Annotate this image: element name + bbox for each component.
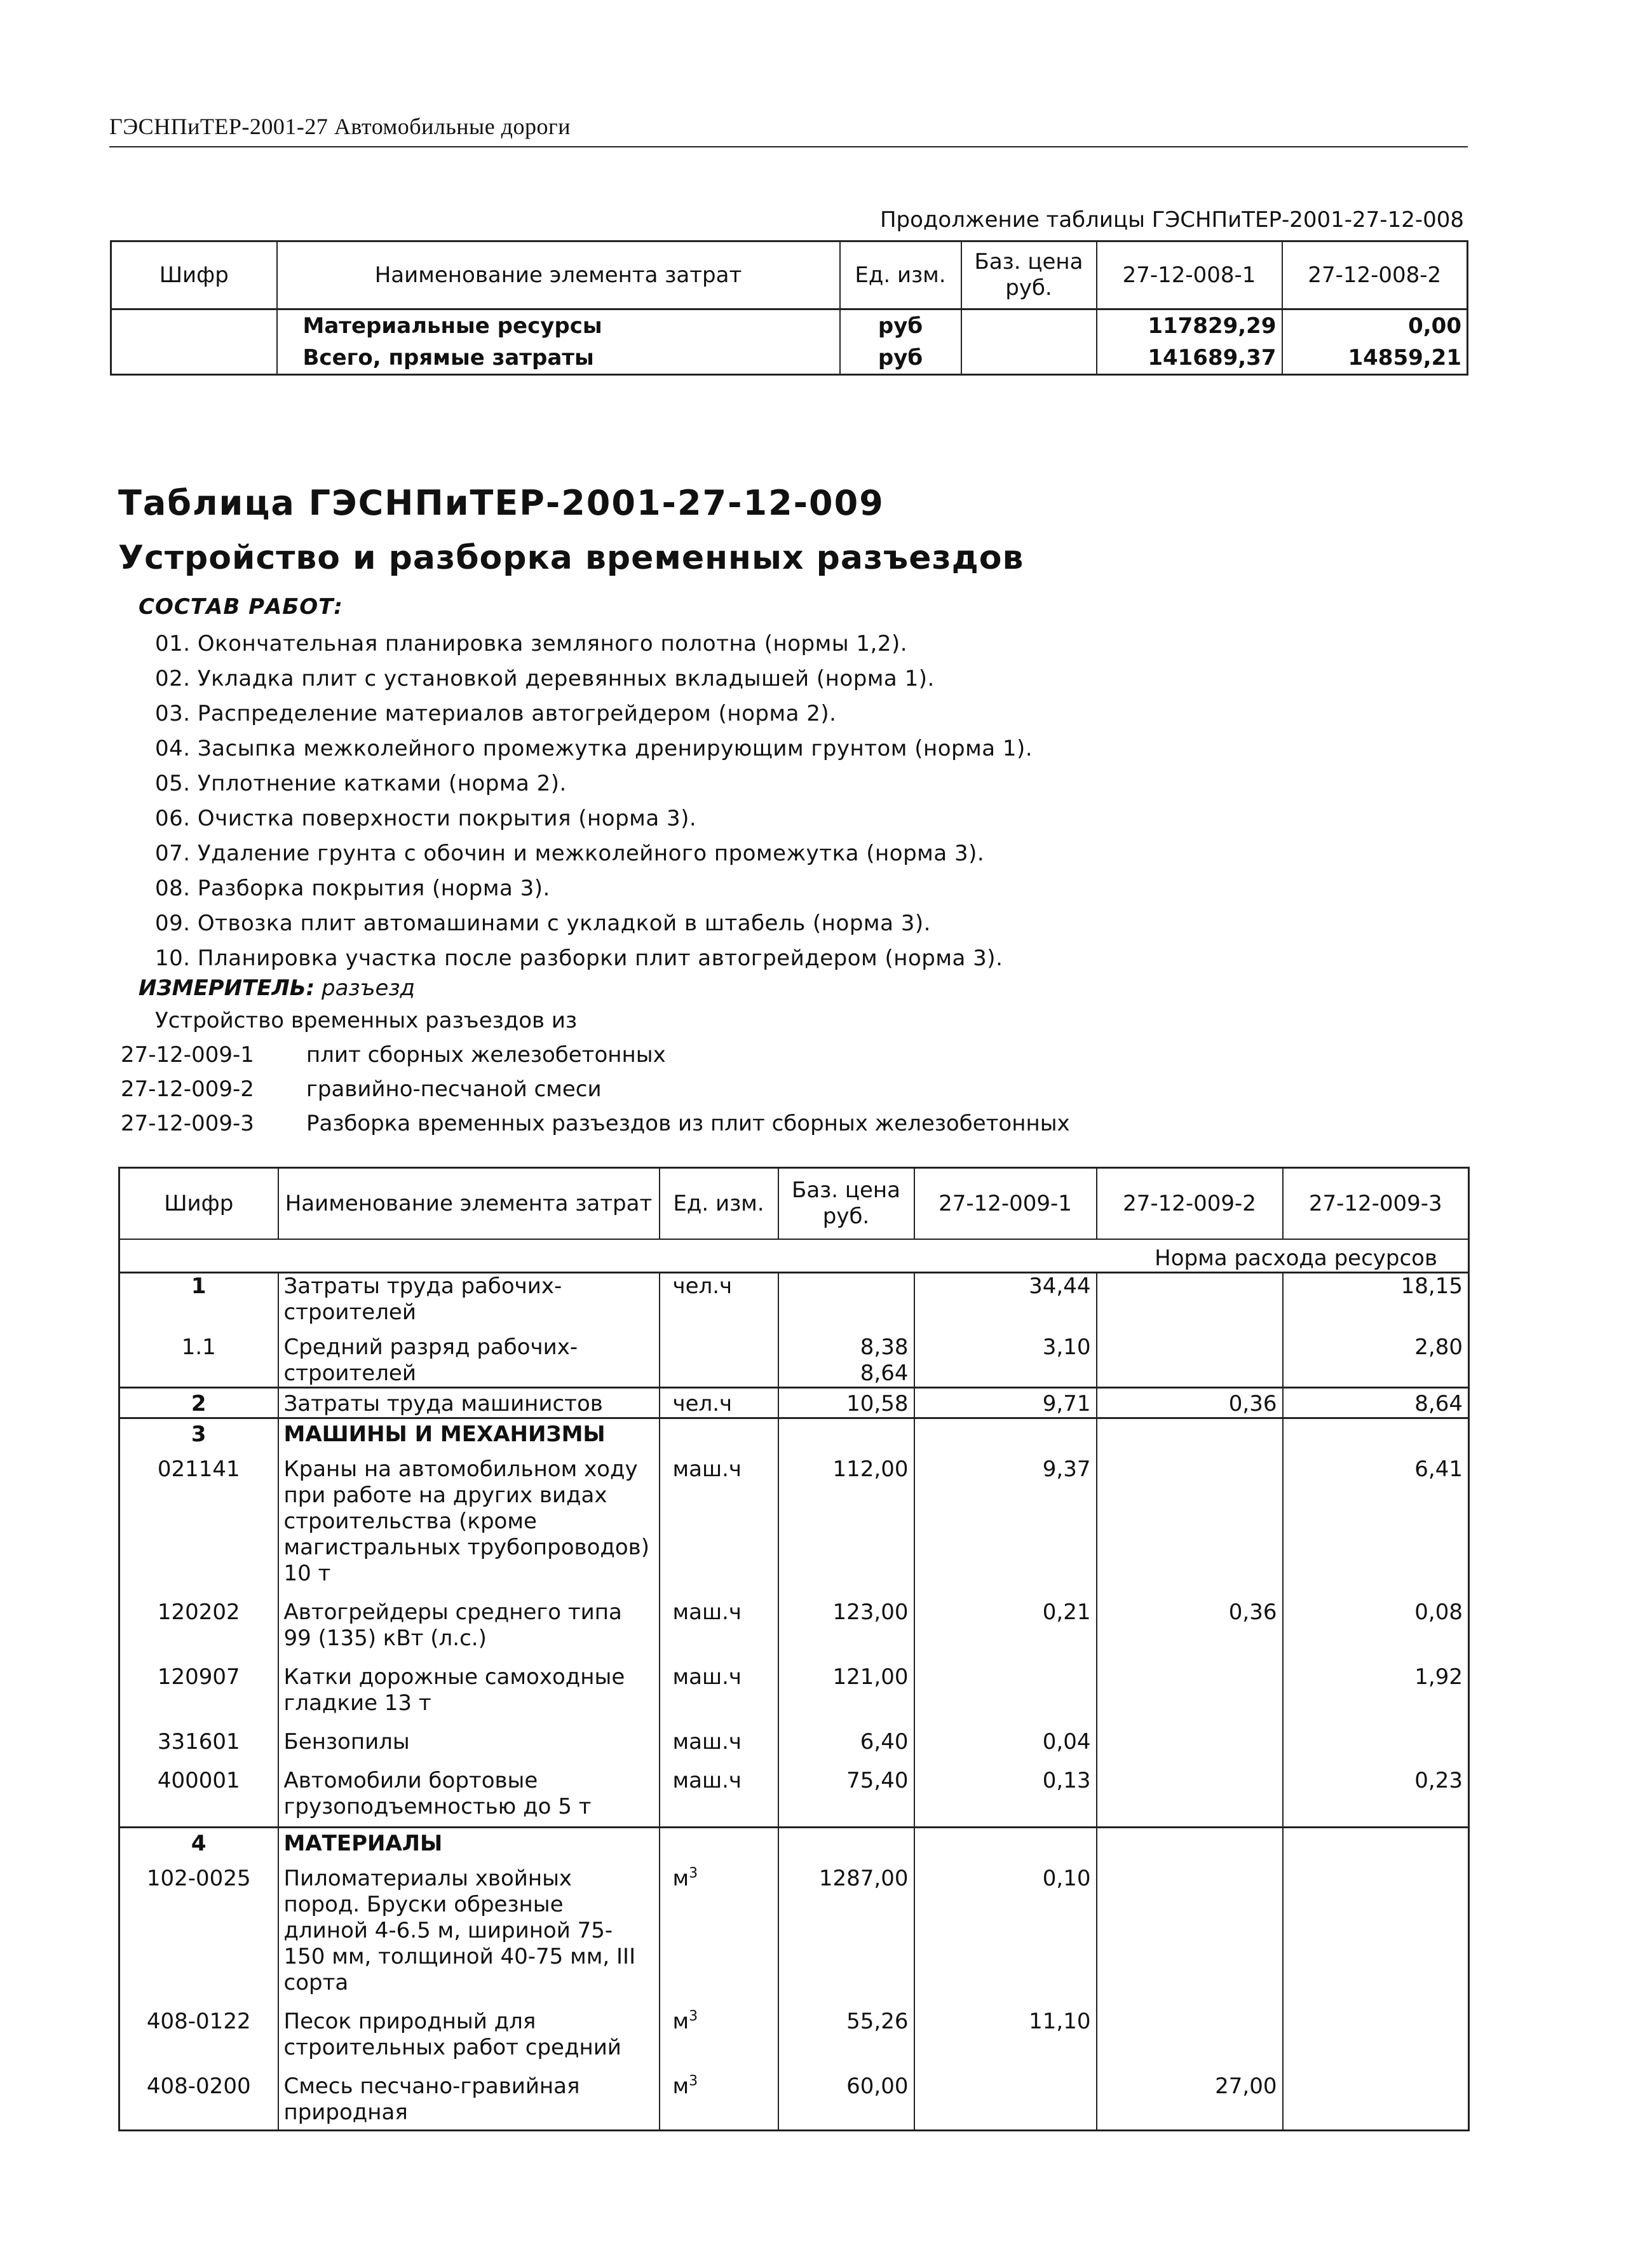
value-cell: 0,23 — [1283, 1755, 1469, 1828]
table-row — [119, 1448, 1469, 1587]
name-cell: Затраты труда машинистов — [278, 1388, 660, 1418]
value-cell — [1097, 1273, 1283, 1326]
name-cell: Средний разряд рабочих-строителей — [278, 1326, 660, 1388]
name-cell: Автомобили бортовые грузоподъемностью до 5 т — [278, 1755, 660, 1828]
resource-norm-table — [118, 1167, 1470, 2131]
value-cell — [914, 1652, 1097, 1716]
name-cell: Автогрейдеры среднего типа 99 (135) кВт (л.с.) — [278, 1587, 660, 1652]
running-header: ГЭСНПиТЕР-2001-27 Автомобильные дороги — [109, 114, 571, 139]
meter-label: ИЗМЕРИТЕЛЬ: — [139, 975, 315, 1001]
header-cell: Шифр — [111, 241, 277, 309]
unit-cell: чел.ч — [660, 1388, 778, 1418]
work-composition-list — [155, 627, 1033, 976]
unit-text: м — [672, 1866, 689, 1891]
header-cell: Ед. изм. — [660, 1168, 778, 1240]
value-cell: 0,00 — [1282, 309, 1468, 343]
value-cell: 0,04 — [914, 1716, 1097, 1755]
value-cell — [914, 2061, 1097, 2131]
price-value: 8,64 — [860, 1361, 909, 1386]
code-cell: 4 — [119, 1828, 278, 1857]
unit-cell: чел.ч — [660, 1273, 778, 1326]
unit-cell — [660, 1326, 778, 1388]
code-cell: 408-0122 — [146, 2009, 251, 2034]
value-cell — [1097, 1996, 1283, 2061]
value-cell: 9,71 — [914, 1388, 1097, 1418]
header-cell: 27-12-008-2 — [1282, 241, 1468, 309]
value-cell: 27,00 — [1097, 2061, 1283, 2131]
unit-text: м — [672, 2009, 689, 2034]
value-cell: 9,37 — [914, 1448, 1097, 1587]
value-cell — [1097, 1326, 1283, 1388]
table-header-row — [111, 241, 1468, 309]
work-composition-heading: СОСТАВ РАБОТ: — [139, 594, 343, 620]
price-cell: 123,00 — [778, 1587, 914, 1652]
value-cell — [1097, 1652, 1283, 1716]
table-subtitle: Устройство и разборка временных разъездов — [118, 539, 1024, 577]
variant-line — [121, 1042, 666, 1068]
code-cell: 3 — [119, 1418, 278, 1448]
price-cell — [778, 1326, 914, 1388]
value-cell: 0,36 — [1097, 1388, 1283, 1418]
value-cell — [1097, 1857, 1283, 1996]
price-value: 8,38 — [860, 1334, 909, 1360]
code-cell — [111, 309, 277, 343]
name-cell: Краны на автомобильном ходу при работе на других видах строительства (кроме магистральных трубопроводов) 10 т — [278, 1448, 660, 1587]
price-cell: 6,40 — [778, 1716, 914, 1755]
list-item: 01. Окончательная планировка земляного полотна (нормы 1,2). — [155, 631, 908, 656]
unit-superscript: 3 — [689, 2073, 698, 2089]
code-cell: 408-0200 — [146, 2074, 251, 2099]
norm-caption: Норма расхода ресурсов — [119, 1239, 1469, 1273]
table-row — [119, 1857, 1469, 1996]
price-cell: 121,00 — [778, 1652, 914, 1716]
table-row — [119, 1388, 1469, 1418]
value-cell: 0,21 — [914, 1587, 1097, 1652]
price-cell: 60,00 — [778, 2061, 914, 2131]
list-item: 05. Уплотнение катками (норма 2). — [155, 771, 567, 796]
unit-cell: маш.ч — [660, 1652, 778, 1716]
name-cell: Пиломатериалы хвойных пород. Бруски обрезные длиной 4-6.5 м, шириной 75-150 мм, толщиной 40-75 мм, III сорта — [278, 1857, 660, 1996]
variant-text: плит сборных железобетонных — [306, 1042, 666, 1068]
table-header-row — [119, 1168, 1469, 1240]
code-cell: 331601 — [157, 1729, 240, 1755]
list-item: 02. Укладка плит с установкой деревянных вкладышей (норма 1). — [155, 666, 935, 691]
value-cell: 0,10 — [914, 1857, 1097, 1996]
value-cell: 0,36 — [1097, 1587, 1283, 1652]
unit-cell: руб — [840, 309, 961, 343]
table-title: Таблица ГЭСНПиТЕР-2001-27-12-009 — [118, 483, 884, 523]
name-cell: Песок природный для строительных работ средний — [278, 1996, 660, 2061]
code-cell: 2 — [119, 1388, 278, 1418]
name-cell: Материальные ресурсы — [277, 309, 840, 343]
unit-cell: руб — [840, 342, 961, 375]
install-from-text: Устройство временных разъездов из — [155, 1008, 578, 1033]
value: 3,10 — [1042, 1334, 1091, 1360]
unit-cell: маш.ч — [660, 1587, 778, 1652]
code-cell — [111, 342, 277, 375]
norm-caption-row — [119, 1239, 1469, 1273]
value-cell: 34,44 — [914, 1273, 1097, 1326]
price-cell — [961, 309, 1097, 343]
value-cell — [1097, 1755, 1283, 1828]
price-cell: 75,40 — [778, 1755, 914, 1828]
value-cell — [1097, 1716, 1283, 1755]
table-row — [119, 1755, 1469, 1828]
variant-code: 27-12-009-1 — [121, 1042, 254, 1068]
continuation-table — [110, 240, 1468, 376]
variant-code: 27-12-009-2 — [121, 1076, 254, 1102]
header-cell: Шифр — [119, 1168, 278, 1240]
value-cell — [914, 1326, 1097, 1388]
unit-cell: маш.ч — [660, 1716, 778, 1755]
code-cell: 1.1 — [181, 1334, 216, 1360]
unit-superscript: 3 — [689, 2008, 698, 2025]
code-cell: 400001 — [157, 1768, 240, 1793]
unit-cell — [660, 1857, 778, 1996]
variant-line — [121, 1076, 602, 1102]
value-cell: 0,13 — [914, 1755, 1097, 1828]
price-cell — [961, 342, 1097, 375]
section-title: МАШИНЫ И МЕХАНИЗМЫ — [278, 1418, 660, 1448]
section-row — [119, 1418, 1469, 1448]
list-item: 09. Отвозка плит автомашинами с укладкой в штабель (норма 3). — [155, 911, 931, 936]
list-item: 08. Разборка покрытия (норма 3). — [155, 876, 550, 901]
name-cell: Всего, прямые затраты — [277, 342, 840, 375]
header-cell: Баз. цена руб. — [778, 1168, 914, 1240]
unit-cell: маш.ч — [660, 1755, 778, 1828]
table-row — [119, 1587, 1469, 1652]
price-cell: 55,26 — [778, 1996, 914, 2061]
price-cell: 112,00 — [778, 1448, 914, 1587]
table-row — [111, 342, 1468, 375]
list-item: 10. Планировка участка после разборки плит автогрейдером (норма 3). — [155, 946, 1003, 971]
price-cell: 1287,00 — [778, 1857, 914, 1996]
unit-cell — [660, 1996, 778, 2061]
price-cell — [778, 1273, 914, 1326]
header-cell: Наименование элемента затрат — [278, 1168, 660, 1240]
section-title: МАТЕРИАЛЫ — [278, 1828, 660, 1857]
unit-cell — [660, 2061, 778, 2131]
unit-text: м — [672, 2074, 689, 2099]
meter-value: разъезд — [322, 975, 416, 1001]
unit-superscript: 3 — [689, 1865, 698, 1882]
variant-text: Разборка временных разъездов из плит сборных железобетонных — [306, 1111, 1070, 1136]
value-cell: 1,92 — [1283, 1652, 1469, 1716]
table-row — [119, 2061, 1469, 2131]
code-cell: 1 — [191, 1273, 207, 1299]
value-cell — [1283, 2061, 1469, 2131]
variant-line — [121, 1111, 1070, 1136]
code-cell: 102-0025 — [146, 1866, 251, 1891]
header-cell: Баз. цена руб. — [961, 241, 1097, 309]
value-cell: 141689,37 — [1097, 342, 1282, 375]
header-cell: 27-12-009-1 — [914, 1168, 1097, 1240]
name-cell: Бензопилы — [278, 1716, 660, 1755]
table-row — [119, 1716, 1469, 1755]
section-row — [119, 1828, 1469, 1857]
variant-text: гравийно-песчаной смеси — [306, 1076, 602, 1102]
name-cell: Затраты труда рабочих-строителей — [278, 1273, 660, 1326]
list-item: 04. Засыпка межколейного промежутка дренирующим грунтом (норма 1). — [155, 736, 1033, 761]
value-cell: 2,80 — [1283, 1326, 1469, 1388]
name-cell: Катки дорожные самоходные гладкие 13 т — [278, 1652, 660, 1716]
value-cell — [1283, 1996, 1469, 2061]
header-rule — [109, 146, 1468, 147]
value-cell: 11,10 — [914, 1996, 1097, 2061]
table-row — [119, 1996, 1469, 2061]
table-row — [119, 1326, 1469, 1388]
header-cell: Ед. изм. — [840, 241, 961, 309]
table-row — [119, 1652, 1469, 1716]
value-cell: 18,15 — [1283, 1273, 1469, 1326]
value-cell — [1283, 1716, 1469, 1755]
header-cell: 27-12-009-3 — [1283, 1168, 1469, 1240]
meter-line — [139, 975, 415, 1001]
price-cell: 10,58 — [778, 1388, 914, 1418]
code-cell: 120907 — [157, 1664, 240, 1690]
code-cell: 021141 — [157, 1457, 240, 1482]
value-cell: 117829,29 — [1097, 309, 1282, 343]
continuation-caption: Продолжение таблицы ГЭСНПиТЕР-2001-27-12-008 — [879, 207, 1464, 233]
table-row — [111, 309, 1468, 343]
table-row — [119, 1273, 1469, 1326]
header-cell: 27-12-008-1 — [1097, 241, 1282, 309]
list-item: 03. Распределение материалов автогрейдером (норма 2). — [155, 701, 837, 726]
value-cell: 8,64 — [1283, 1388, 1469, 1418]
value-cell: 14859,21 — [1282, 342, 1468, 375]
list-item: 06. Очистка поверхности покрытия (норма 3). — [155, 806, 697, 831]
value-cell — [1283, 1857, 1469, 1996]
code-cell: 120202 — [157, 1599, 240, 1625]
header-cell: 27-12-009-2 — [1097, 1168, 1283, 1240]
unit-cell: маш.ч — [660, 1448, 778, 1587]
list-item: 07. Удаление грунта с обочин и межколейного промежутка (норма 3). — [155, 841, 985, 866]
value-cell — [1097, 1448, 1283, 1587]
name-cell: Смесь песчано-гравийная природная — [278, 2061, 660, 2131]
value-cell: 0,08 — [1283, 1587, 1469, 1652]
header-cell: Наименование элемента затрат — [277, 241, 840, 309]
variant-code: 27-12-009-3 — [121, 1111, 254, 1136]
value-cell: 6,41 — [1283, 1448, 1469, 1587]
